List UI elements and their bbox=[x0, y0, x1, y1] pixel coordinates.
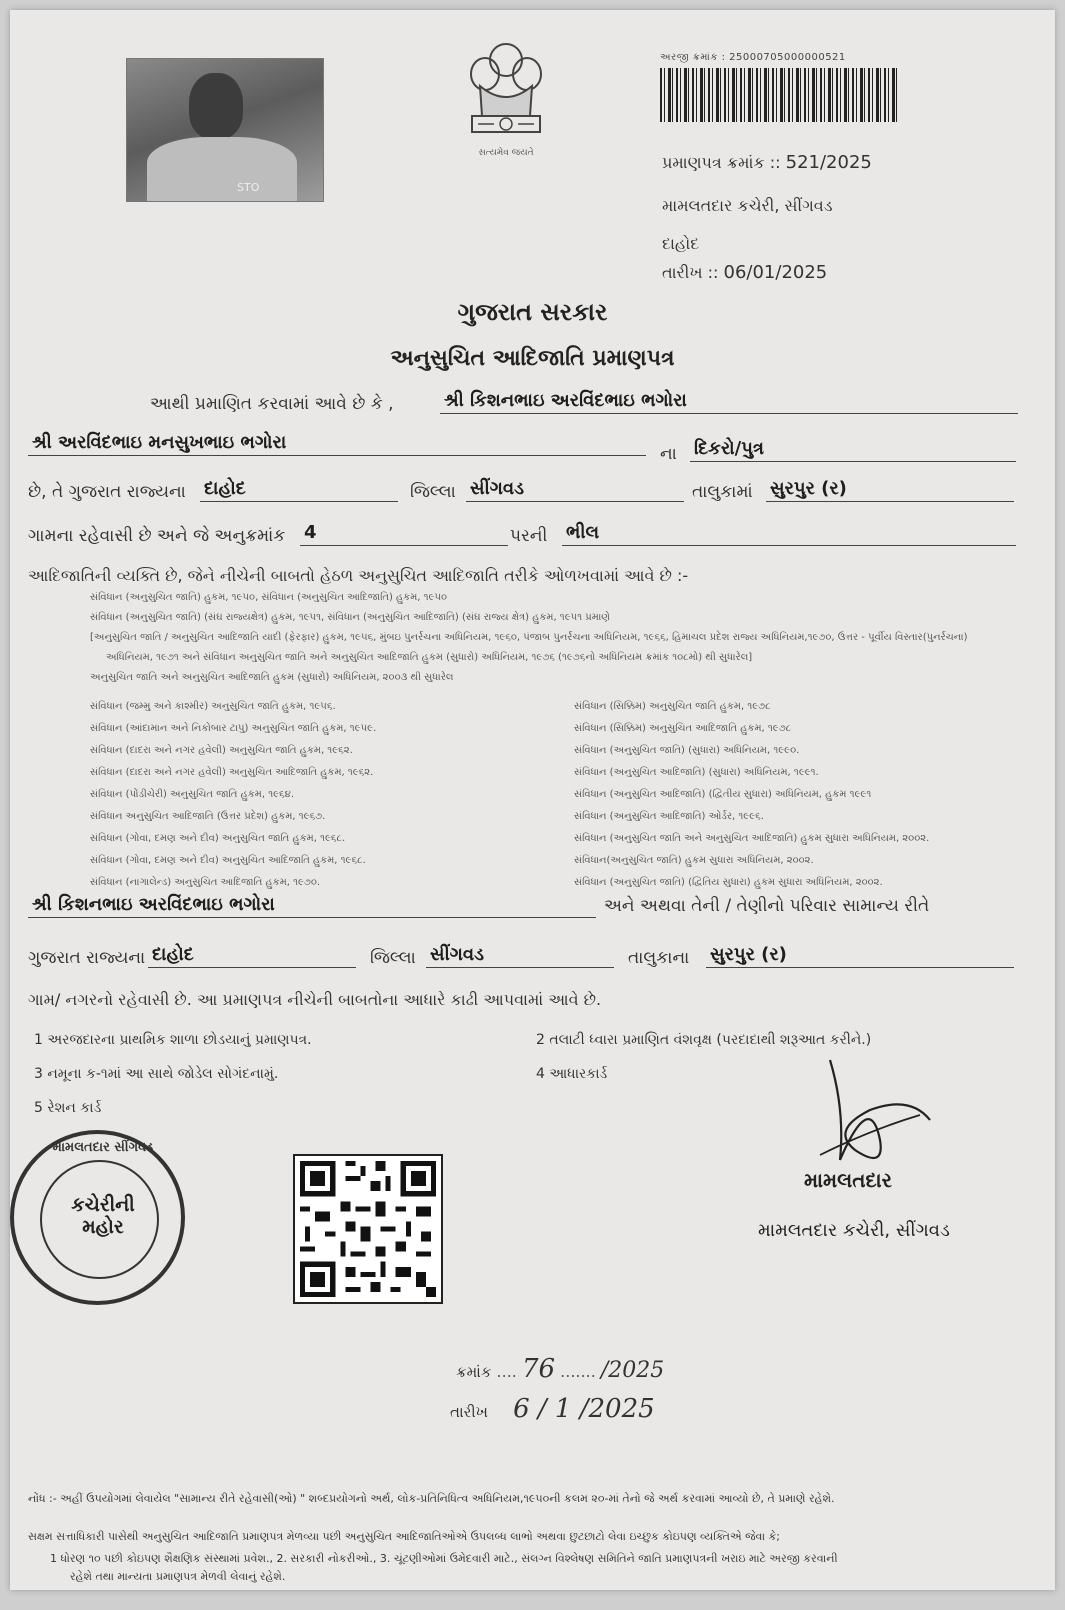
upar-text: પરની bbox=[510, 526, 548, 546]
document-3: 3 નમૂના ક-૧માં આ સાથે જોડેલ સોગંદનામું. bbox=[34, 1066, 279, 1082]
district-value: દાહોદ bbox=[200, 478, 398, 502]
office-seal bbox=[10, 1130, 185, 1305]
subdistrict-value: સીંગવડ bbox=[466, 478, 684, 502]
seal-center-text: કચેરીની મહોર bbox=[71, 1194, 135, 1238]
orders-top: સંવિધાન (અનુસુચિત જાતિ) હુકમ, ૧૯૫૦, સંવિધાન (અનુસુચિત આદિજાતિ) હુકમ, ૧૯૫૦ સંવિધાન (અનુસુચિત જાતિ) (સંઘ રાજ્યક્ષેત્ર) હુકમ, ૧૯૫૧, સંવિધાન (અનુસુચિત આદિજાતિ) (સંઘ રાજ્ય ક્ષેત્ર) હુકમ, ૧૯૫૧ પ્રમાણે [અનુસુચિત જાતિ / અનુસુચિત આદિજાતિ યાદી (ફેરફાર) હુકમ, ૧૯૫૬, મુંબઇ પુનર્રચના અધિનિયમ, ૧૯૬૦, પંજાબ પુનર્રચના અધિનિયમ, ૧૯૬૬, હિમાચલ પ્રદેશ રાજ્ય અધિનિયમ,૧૯૭૦, ઉત્તર - પૂર્વીય વિસ્તાર(પુનર્રચના) અધિનિયમ, ૧૯૭૧ અને સંવિધાન અનુસુચિત જાતિ અને અનુસુચિત આદિજાતિ હુકમ (સુધારો) અધિનિયમ, ૧૯૭૬ (૧૯૭૬નો અધિનિયમ ક્રમાંક ૧૦૮મો) થી સુધારેલ] અનુસુચિત જાતિ અને અનુસુચિત આદિજાતિ હુકમ (સુધારો) અધિનિયમ, ૨૦૦૩ થી સુધારેલ bbox=[90, 592, 968, 683]
emblem-motto: સત્યમેવ જયતે bbox=[478, 148, 534, 158]
certify-text: આથી પ્રમાણિત કરવામાં આવે છે કે , bbox=[150, 394, 394, 414]
footer-note: નોંધ :- અહીં ઉપયોગમાં લેવાયેલ "સામાન્ય રીતે રહેવાસી(ઓ) " શબ્દપ્રયોગનો અર્થ, લોક-પ્રતિનિધિત્વ અધિનિયમ,૧૯૫૦ની કલમ ૨૦-માં તેનો જે અર્થ કરવામાં આવ્યો છે, તે પ્રમાણે રહેશે. bbox=[28, 1492, 835, 1505]
residence-district: દાહોદ bbox=[148, 944, 356, 968]
footer-line-2: સક્ષમ સત્તાધિકારી પાસેથી અનુસુચિત આદિજાતિ પ્રમાણપત્ર મેળવ્યા પછી અનુસુચિત આદિજાતિઓએ ઉપલબ્ધ લાભો અથવા છુટછાટો લેવા ઇચ્છુક કોઇપણ વ્યક્તિએ જેવા કે; bbox=[28, 1530, 780, 1543]
issuing-district: દાહોદ bbox=[662, 234, 700, 253]
document-4: 4 આધારકાર્ડ bbox=[536, 1066, 608, 1082]
applicant-name: શ્રી કિશનભાઇ અરવિંદભાઇ ભગોરા bbox=[440, 390, 1018, 414]
national-emblem-icon bbox=[460, 38, 552, 150]
handwritten-number: ક્રમાંક .... 76 ....... /2025 bbox=[456, 1354, 665, 1384]
handwritten-date: તારીખ 6 / 1 /2025 bbox=[450, 1394, 655, 1424]
certificate-title: અનુસુચિત આદિજાતિ પ્રમાણપત્ર bbox=[390, 346, 675, 371]
resident-text: ગામના રહેવાસી છે અને જે અનુક્રમાંક bbox=[28, 526, 286, 546]
residence-village: સુરપુર (ર) bbox=[706, 944, 1014, 968]
footer-line-3: 1 ધોરણ ૧૦ પછી કોઇપણ શૈક્ષણિક સંસ્થામાં પ્રવેશ., 2. સરકારી નોકરીઓ., 3. ચૂંટણીઓમાં ઉમેદવારી માટે., સંલગ્ન વિશ્લેષણ સમિતિને જાતિ પ્રમાણપત્રની ખરાઇ માટે અરજી કરવાની bbox=[50, 1552, 838, 1565]
village-value: સુરપુર (ર) bbox=[766, 478, 1014, 502]
tribe-name: ભીલ bbox=[562, 522, 1016, 546]
applicant-photo bbox=[126, 58, 324, 202]
residence-taluka-label: તાલુકાના bbox=[628, 948, 690, 968]
document-5: 5 રેશન કાર્ડ bbox=[34, 1100, 102, 1116]
na-text: ના bbox=[660, 444, 677, 464]
orders-right: સંવિધાન (સિક્કિમ) અનુસુચિત જાતિ હુકમ, ૧૯૭૮ સંવિધાન (સિક્કિમ) અનુસુચિત આદિજાતિ હુકમ, ૧૯૭૮ સંવિધાન (અનુસુચિત જાતિ) (સુધારા) અધિનિયમ, ૧૯૯૦. સંવિધાન (અનુસુચિત આદિજાતિ) (સુધારા) અધિનિયમ, ૧૯૯૧. સંવિધાન (અનુસુચિત આદિજાતિ) (દ્વિતીય સુધારા) અધિનિયમ, હુકમ ૧૯૯૧ સંવિધાન (અનુસુચિત આદિજાતિ) ઓર્ડર, ૧૯૯૬. સંવિધાન (અનુસુચિત જાતિ અને અનુસુચિત આદિજાતિ) હુકમ સુધારા અધિનિયમ, ૨૦૦૨. સંવિધાન(અનુસુચિત જાતિ) હુકમ સુધારા અધિનિયમ, ૨૦૦૨. સંવિધાન (અનુસુચિત જાતિ) (દ્વિતિય સુધારા) હુકમ સુધારા અધિનિયમ, ૨૦૦૨. bbox=[574, 701, 930, 888]
certificate-number: પ્રમાણપત્ર ક્રમાંક :: 521/2025 bbox=[662, 152, 872, 173]
application-number: અરજી ક્રમાંક : 25000705000000521 bbox=[660, 52, 846, 63]
tribe-text: આદિજાતિની વ્યક્તિ છે, જેને નીચેની બાબતો હેઠળ અનુસુચિત આદિજાતિ તરીકે ઓળખવામાં આવે છે :- bbox=[28, 566, 689, 585]
signature bbox=[810, 1050, 940, 1180]
state-text: છે, તે ગુજરાત રાજ્યના bbox=[28, 482, 186, 502]
taluka-label: તાલુકામાં bbox=[692, 482, 753, 502]
residence-district-label: જિલ્લા bbox=[370, 948, 416, 968]
barcode bbox=[660, 68, 900, 122]
parent-name: શ્રી અરવિંદભાઇ મનસુખભાઇ ભગોરા bbox=[28, 432, 646, 456]
qr-code bbox=[293, 1154, 443, 1304]
family-text: અને અથવા તેની / તેણીનો પરિવાર સામાન્ય રીતે bbox=[604, 896, 930, 916]
document-2: 2 તલાટી ધ્વારા પ્રમાણિત વંશવૃક્ષ (પરદાદાથી શરૂઆત કરીને.) bbox=[536, 1032, 872, 1048]
resident-name: શ્રી કિશનભાઇ અરવિંદભાઇ ભગોરા bbox=[28, 894, 596, 918]
residence-subdistrict: સીંગવડ bbox=[426, 944, 614, 968]
district-label: જિલ્લા bbox=[410, 482, 456, 502]
certificate-page bbox=[10, 10, 1055, 1590]
issue-date: તારીખ :: 06/01/2025 bbox=[662, 262, 828, 283]
government-title: ગુજરાત સરકાર bbox=[457, 298, 608, 326]
residence-state-text: ગુજરાત રાજ્યના bbox=[28, 948, 146, 968]
serial-number: 4 bbox=[300, 522, 508, 546]
issuing-office: મામલતદાર કચેરી, સીંગવડ bbox=[662, 196, 833, 215]
footer-line-4: રહેશે તથા માન્યતા પ્રમાણપત્ર મેળવી લેવાનું રહેશે. bbox=[70, 1570, 286, 1583]
signatory-office: મામલતદાર કચેરી, સીંગવડ bbox=[758, 1220, 950, 1241]
relation: દિકરો/પુત્ર bbox=[690, 438, 1016, 462]
document-1: 1 અરજદારના પ્રાથમિક શાળા છોડયાનું પ્રમાણપત્ર. bbox=[34, 1032, 312, 1048]
basis-text: ગામ/ નગરનો રહેવાસી છે. આ પ્રમાણપત્ર નીચેની બાબતોના આધારે કાઢી આપવામાં આવે છે. bbox=[28, 990, 602, 1009]
photo-tag: STO bbox=[237, 181, 260, 194]
seal-ring-text: મામલતદાર સીંગવડ bbox=[52, 1140, 154, 1155]
signatory-designation: મામલતદાર bbox=[804, 1168, 892, 1192]
orders-left: સંવિધાન (જમ્મુ અને કાશ્મીર) અનુસુચિત જાતિ હુકમ, ૧૯૫૬. સંવિધાન (આંદામાન અને નિકોબાર ટાપુ) અનુસુચિત જાતિ હુકમ, ૧૯૫૯. સંવિધાન (દાદરા અને નગર હવેલી) અનુસુચિત જાતિ હુકમ, ૧૯૬૨. સંવિધાન (દાદરા અને નગર હવેલી) અનુસુચિત આદિજાતિ હુકમ, ૧૯૬૨. સંવિધાન (પોંડીચેરી) અનુસુચિત જાતિ હુકમ, ૧૯૬૪. સંવિધાન અનુસુચિત આદિજાતિ (ઉત્તર પ્રદેશ) હુકમ, ૧૯૬૭. સંવિધાન (ગોવા, દમણ અને દીવ) અનુસુચિત જાતિ હુકમ, ૧૯૬૮. સંવિધાન (ગોવા, દમણ અને દીવ) અનુસુચિત આદિજાતિ હુકમ, ૧૯૬૮. સંવિધાન (નાગાલેન્ડ) અનુસુચિત આદિજાતિ હુકમ, ૧૯૭૦. bbox=[90, 701, 377, 888]
